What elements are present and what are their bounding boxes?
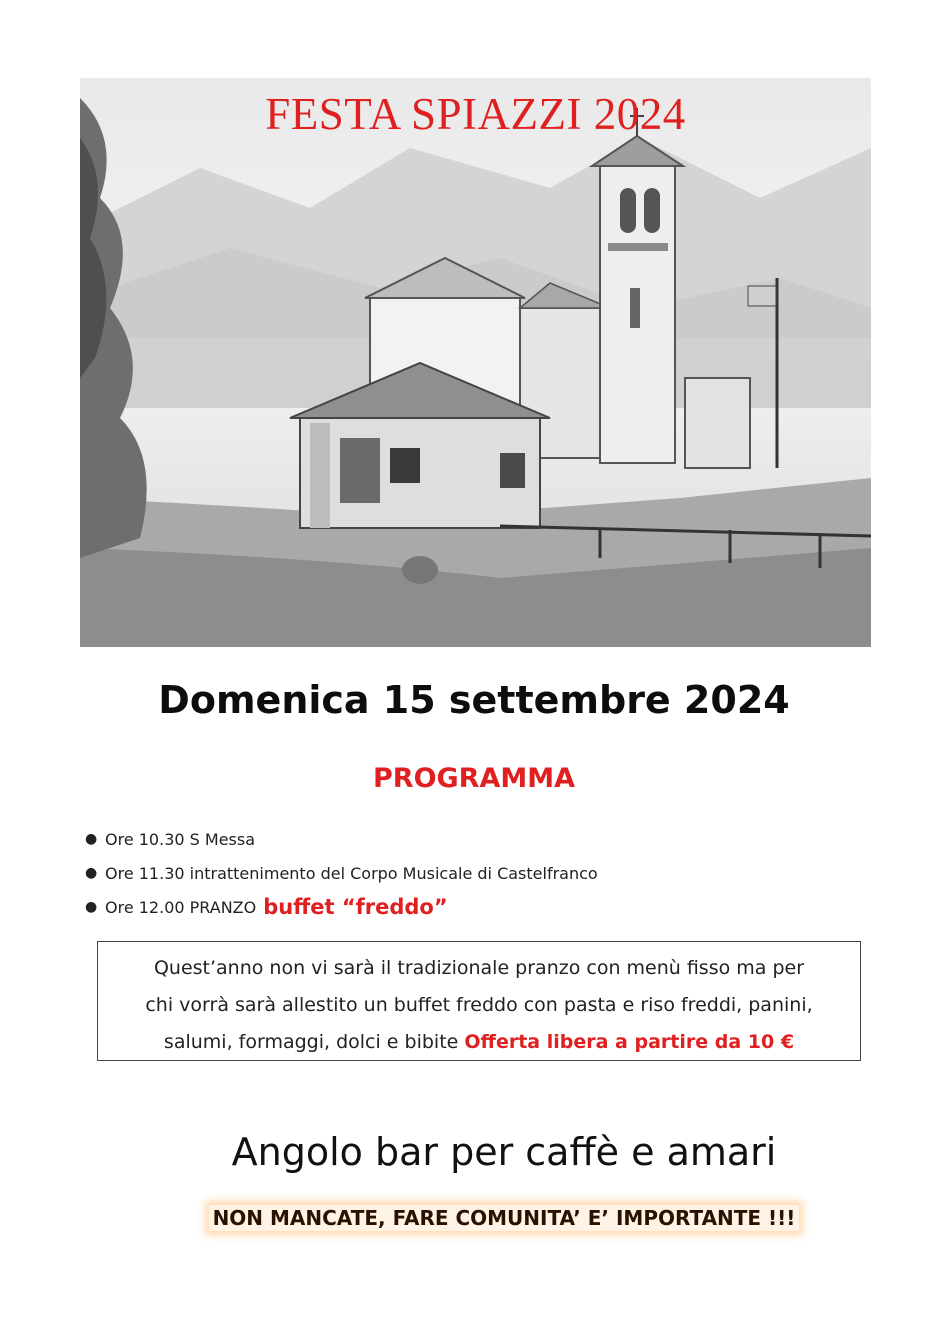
program-heading: PROGRAMMA	[372, 763, 575, 794]
program-list	[85, 822, 598, 924]
poster-title: FESTA SPIAZZI 2024	[265, 89, 686, 139]
church-sketch-illustration	[80, 78, 871, 647]
program-item-text: Ore 12.00 PRANZO	[105, 897, 257, 917]
program-item-text: Ore 10.30 S Messa	[105, 829, 256, 849]
program-item	[85, 856, 598, 890]
program-item	[85, 890, 598, 924]
notice-line-text: salumi, formaggi, dolci e bibite	[163, 1031, 459, 1053]
lunch-notice-box	[97, 941, 861, 1061]
church-sketch-drawing	[80, 78, 871, 647]
program-item-highlight: buffet “freddo”	[263, 895, 448, 919]
event-date: Domenica 15 settembre 2024	[158, 678, 790, 722]
bar-corner-text: Angolo bar per caffè e amari	[231, 1130, 777, 1174]
notice-line	[108, 1024, 850, 1061]
program-item-text: Ore 11.30 intrattenimento del Corpo Musicale di Castelfranco	[105, 863, 598, 883]
bullet-icon: ●	[85, 899, 98, 915]
slogan-text	[0, 1206, 948, 1230]
notice-line: chi vorrà sarà allestito un buffet freddo con pasta e riso freddi, panini,	[145, 994, 813, 1016]
notice-line: Quest’anno non vi sarà il tradizionale pranzo con menù fisso ma per	[153, 957, 805, 979]
program-item	[85, 822, 598, 856]
offer-text: Offerta libera a partire da 10 €	[464, 1031, 795, 1053]
slogan-highlight: NON MANCATE, FARE COMUNITA’ E’ IMPORTANTE !!!	[209, 1205, 800, 1231]
bullet-icon: ●	[85, 865, 98, 881]
bullet-icon: ●	[85, 831, 98, 847]
